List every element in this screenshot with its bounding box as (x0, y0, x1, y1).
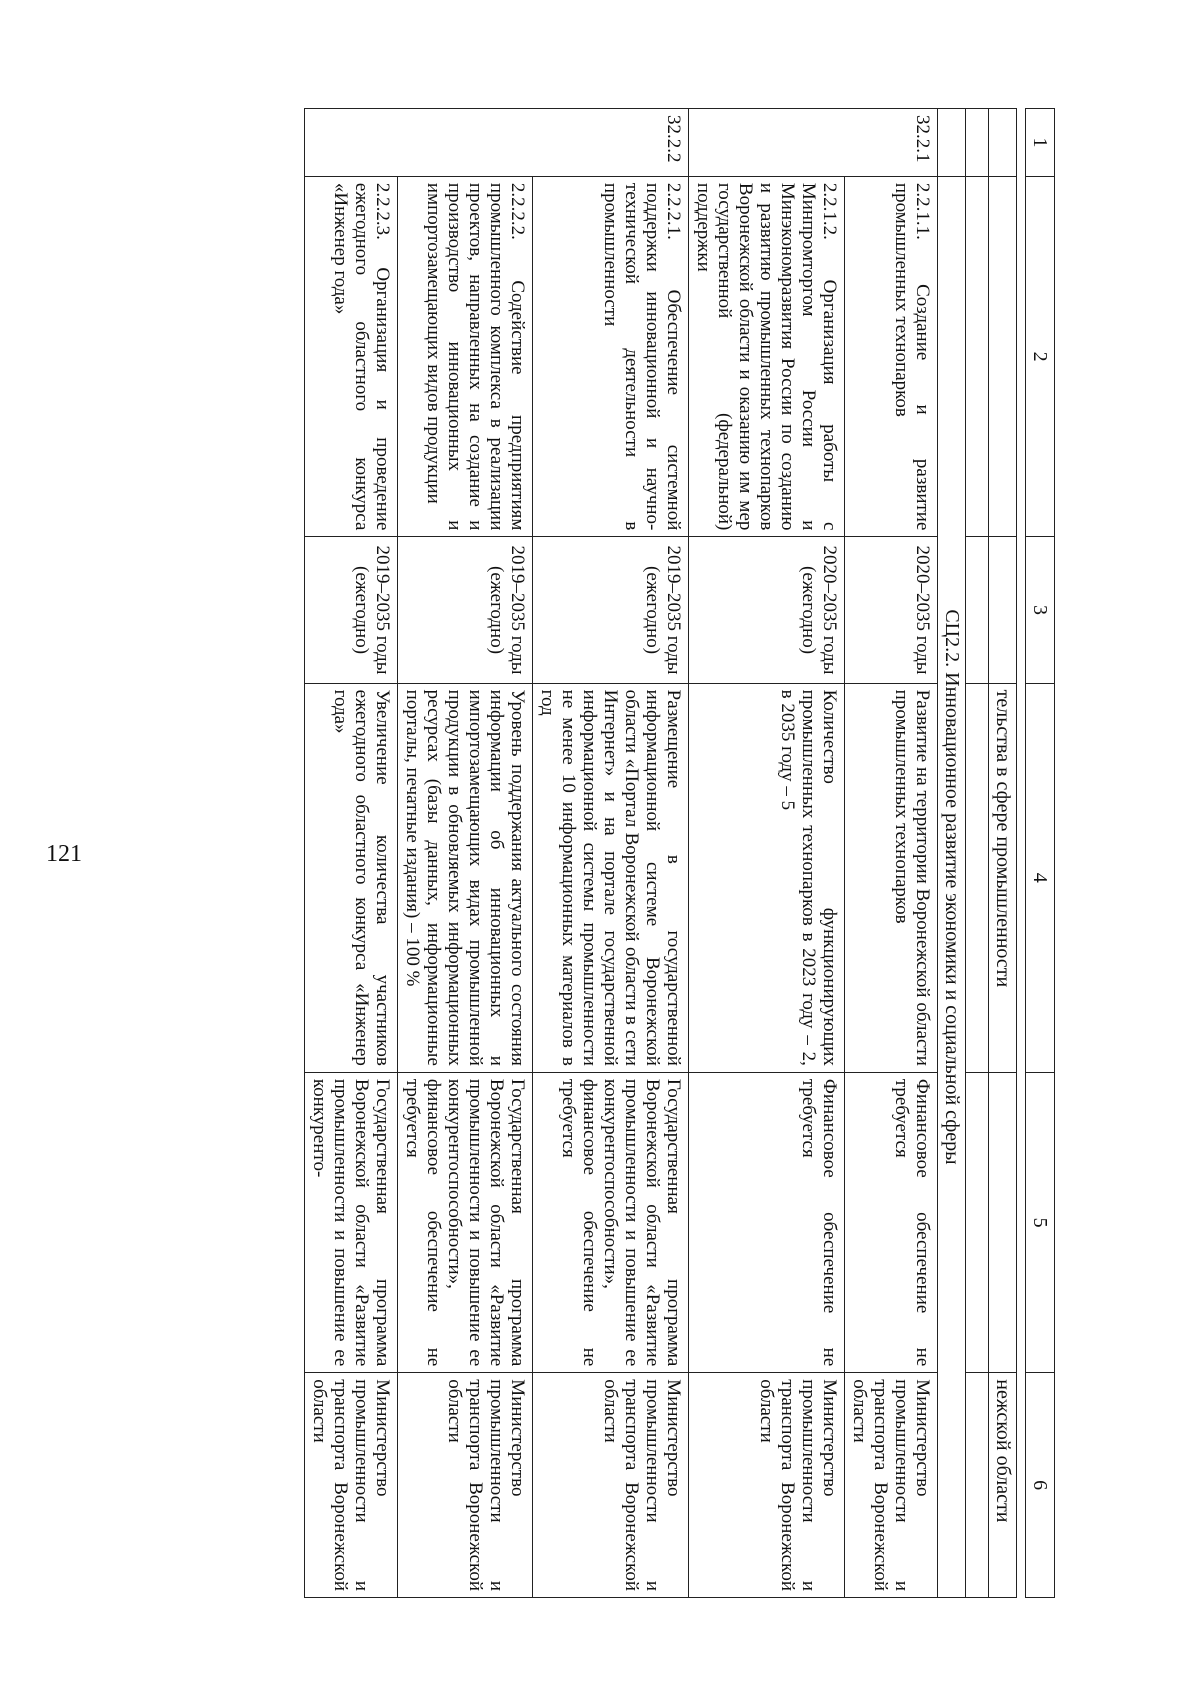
header-col-1: 1 (1026, 109, 1055, 177)
activity-table (304, 108, 1055, 1598)
row-indicator: Количество функционирующих промышленных технопарков в 2023 году – 2, в 2035 году – 5 (689, 683, 845, 1072)
row-task: 2.2.1.2. Организация работы с Минпромторгом России и Минэкономразвития России по созданию и развитию промышленных технопарков Воронежской области и оказанию им мер государственной (федеральной) поддержки (689, 176, 845, 536)
row-indicator: Развитие на территории Воронежской области промышленных технопарков (845, 683, 938, 1072)
row-period: 2020–2035 годы (ежегодно) (689, 537, 845, 683)
table-row (305, 109, 398, 1598)
section-col-1 (938, 109, 966, 177)
row-ministry: Министерство промышленности и транспорта Воронежской области (845, 1373, 938, 1598)
row-period: 2019–2035 годы (ежегодно) (398, 537, 533, 683)
row-financing: Государственная программа Воронежской области «Развитие промышленности и повышение ее конкурентоспособности», финансовое обеспечение не требуется (398, 1072, 533, 1372)
row-code: 32.2.2 (305, 109, 689, 177)
continuation-col-3 (989, 537, 1017, 683)
header-col-4: 4 (1026, 683, 1055, 1072)
continuation-col-4: тельства в сфере промышленности (989, 683, 1017, 1072)
header-col-3: 3 (1026, 537, 1055, 683)
row-period: 2019–2035 годы (ежегодно) (305, 537, 398, 683)
row-indicator: Увеличение количества участников ежегодного областного конкурса «Инженер года» (305, 683, 398, 1072)
header-col-2: 2 (1026, 176, 1055, 536)
row-indicator: Уровень поддержания актуального состояния информации об инновационных и импортозамещающих видах промышленной продукции в обновляемых информационных ресурсах (базы данных, информационные порталы, печатные издания) – 100 % (398, 683, 533, 1072)
row-financing: Финансовое обеспечение не требуется (845, 1072, 938, 1372)
row-ministry: Министерство промышленности и транспорта Воронежской области (398, 1373, 533, 1598)
header-col-5: 5 (1026, 1072, 1055, 1372)
row-financing: Государственная программа Воронежской области «Развитие промышленности и повышение ее конкуренто- (305, 1072, 398, 1372)
table-row (689, 109, 845, 1598)
continuation-col-6: нежской области (989, 1373, 1017, 1598)
row-indicator: Размещение в государственной информационной системе Воронежской области «Портал Воронежской области в сети Интернет» и на портале государственной информационной системы промышленности не менее 10 информационных материалов в год (533, 683, 689, 1072)
header-row (1026, 109, 1055, 1598)
row-task: 2.2.1.1. Создание и развитие промышленных технопарков (845, 176, 938, 536)
rotated-table-sheet (120, 108, 1055, 1598)
row-task: 2.2.2.2. Содействие предприятиям промышленного комплекса в реализации проектов, направленных на создание и производство инновационных и импортозамещающих видов продукции (398, 176, 533, 536)
continuation-row (989, 109, 1017, 1598)
table-row (398, 109, 533, 1598)
continuation-col-5 (989, 1072, 1017, 1372)
row-period: 2019–2035 годы (ежегодно) (533, 537, 689, 683)
table-row (845, 109, 938, 1598)
continuation-col-2 (989, 176, 1017, 536)
section-title: СЦ2.2. Инновационное развитие экономики и социальной сферы (938, 176, 966, 1597)
header-col-6: 6 (1026, 1373, 1055, 1598)
row-ministry: Министерство промышленности и транспорта Воронежской области (305, 1373, 398, 1598)
row-financing: Финансовое обеспечение не требуется (689, 1072, 845, 1372)
spacer-row (966, 109, 989, 1598)
row-period: 2020–2035 годы (845, 537, 938, 683)
header-gap (1017, 109, 1026, 1598)
row-task: 2.2.2.3. Организация и проведение ежегодного областного конкурса «Инженер года» (305, 176, 398, 536)
row-ministry: Министерство промышленности и транспорта Воронежской области (689, 1373, 845, 1598)
section-row (938, 109, 966, 1598)
continuation-col-1 (989, 109, 1017, 177)
row-ministry: Министерство промышленности и транспорта Воронежской области (533, 1373, 689, 1598)
page-number: 121 (46, 841, 82, 867)
row-financing: Государственная программа Воронежской области «Развитие промышленности и повышение ее конкурентоспособности», финансовое обеспечение не требуется (533, 1072, 689, 1372)
row-task: 2.2.2.1. Обеспечение системной поддержки инновационной и научно-технической деятельности в промышленности (533, 176, 689, 536)
table-row (533, 109, 689, 1598)
row-code: 32.2.1 (689, 109, 938, 177)
